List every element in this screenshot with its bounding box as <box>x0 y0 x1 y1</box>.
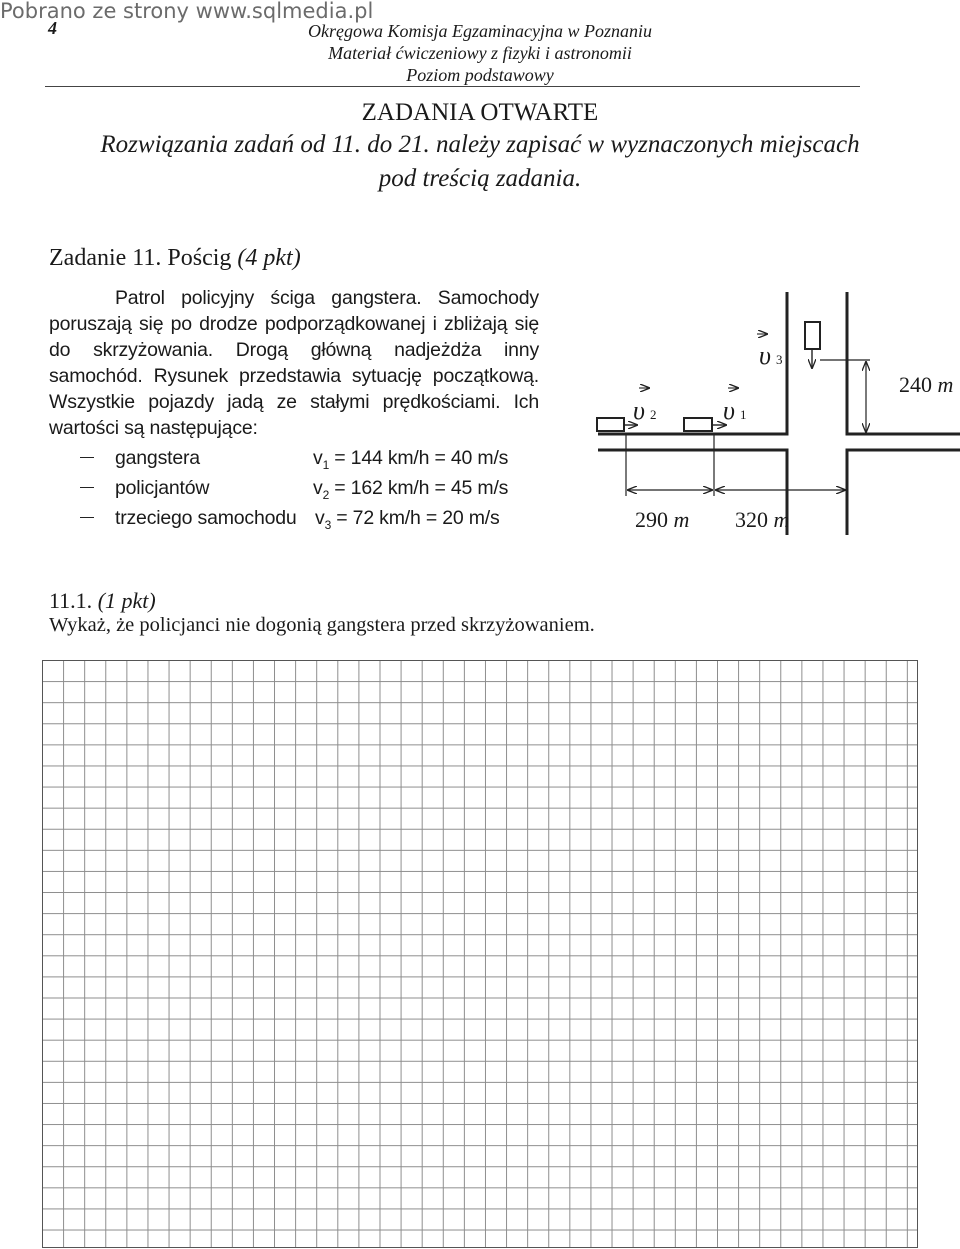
intersection-diagram <box>0 0 960 560</box>
subtask-title <box>49 588 156 614</box>
subtask-number: 11.1. <box>49 588 98 613</box>
police-car <box>597 418 624 431</box>
vector-marks <box>639 334 767 388</box>
velocity-value-third-car: $v_3 = 72$ km/h = 20 m/s <box>315 507 500 532</box>
velocity-value-gangster: $v_1 = 144$ km/h = 40 m/s <box>313 447 509 472</box>
page-number: 4 <box>48 18 57 38</box>
velocity-name-police: policjantów <box>115 477 210 499</box>
velocity-name-gangster: gangstera <box>115 447 200 469</box>
header-material: Materiał ćwiczeniowy z fizyki i astronomii <box>328 43 632 63</box>
dimension-lines <box>626 360 870 496</box>
road-edge-bottom-right <box>847 450 960 535</box>
velocity-value-police: $v_2 = 162$ km/h = 45 m/s <box>313 477 509 502</box>
distance-290-label: 290 m <box>635 507 690 532</box>
section-title: ZADANIA OTWARTE <box>361 99 599 126</box>
answer-grid[interactable] <box>42 660 918 1248</box>
subtask-question: Wykaż, że policjanci nie dogonią gangstera przed skrzyżowaniem. <box>49 614 595 636</box>
header-exam-board: Okręgowa Komisja Egzaminacyjna w Poznaniu <box>308 21 652 41</box>
watermark: Pobrano ze strony www.sqlmedia.pl <box>0 0 377 24</box>
subtask-points: (1 pkt) <box>97 588 156 613</box>
section-instruction-line2: pod treścią zadania. <box>378 165 582 192</box>
v2-subscript: 2 <box>650 407 657 422</box>
third-car <box>805 322 820 349</box>
v3-subscript: 3 <box>776 352 783 367</box>
v1-subscript: 1 <box>740 407 747 422</box>
distance-240-label: 240 m <box>899 372 954 397</box>
v2-symbol: υ <box>633 396 645 425</box>
gangster-car <box>684 418 712 431</box>
section-instruction-line1: Rozwiązania zadań od 11. do 21. należy zapisać w wyznaczonych miejscach <box>100 131 860 158</box>
road-edge-top-right <box>847 292 960 434</box>
v1-symbol: υ <box>723 396 735 425</box>
task-title-text: Zadanie 11. Pościg <box>49 245 238 271</box>
task-paragraph: Patrol policyjny ściga gangstera. Samochody poruszają się po drodze podporządkowanej i zbliżają się do skrzyżowania. Drogą główną nadjeżdża inny samochód. Rysunek przedstawia sytuację początkową. Wszystkie pojazdy jadą ze stałymi prędkościami. Ich wartości są następujące: <box>49 287 539 439</box>
distance-320-label: 320 m <box>735 507 790 532</box>
v3-symbol: υ <box>759 341 771 370</box>
header-level: Poziom podstawowy <box>406 65 554 85</box>
velocity-name-third-car: trzeciego samochodu <box>115 507 297 529</box>
task-points: (4 pkt) <box>237 245 301 271</box>
